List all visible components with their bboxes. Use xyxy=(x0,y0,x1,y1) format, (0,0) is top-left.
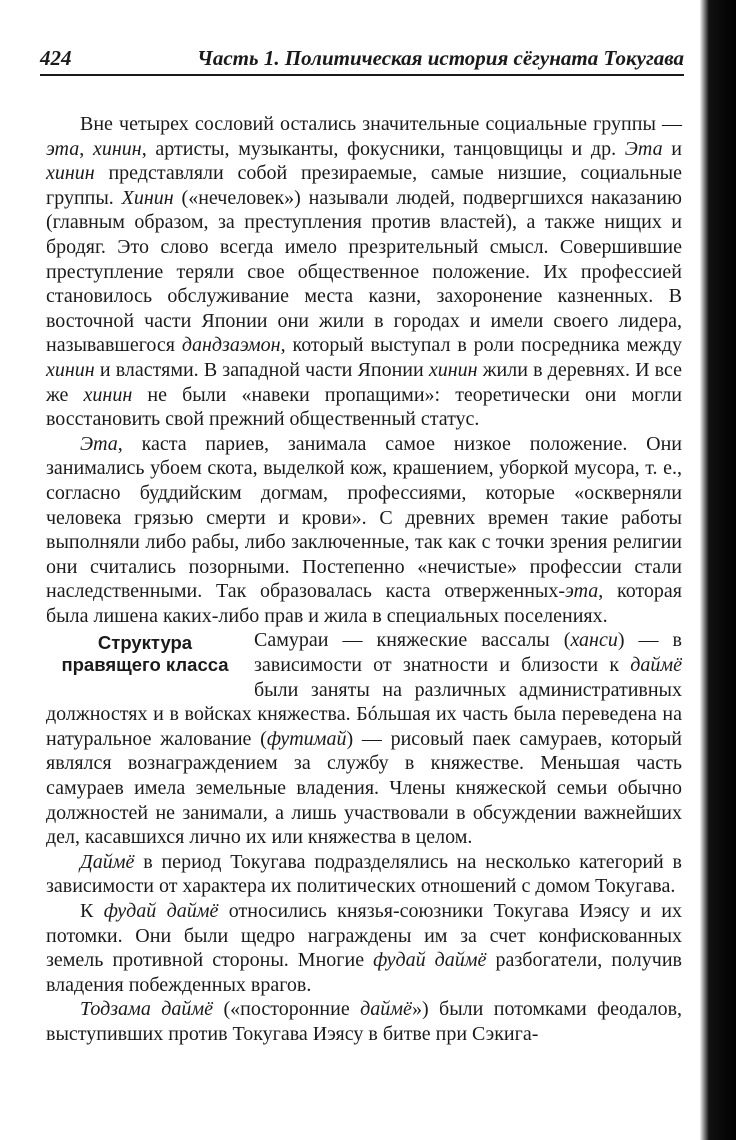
italic-term: хинин xyxy=(428,358,478,381)
text-run: ) — рисовый паек самураев, который являлся вознаграждением за службу в княжестве. Меньшая часть самураев имела земельные владения. Члены княжеской семьи обычно должностей не занимали, а лишь участвовали в обсуждении важнейших дел, касавшихся лично их или княжества в целом. xyxy=(46,727,682,849)
page-header xyxy=(40,46,684,74)
text-run: в период Токугава подразделялись на несколько категорий в зависимости от характера их политических отношений с домом Токугава. xyxy=(46,850,682,898)
text-run: , xyxy=(79,137,93,160)
italic-term: Эта xyxy=(624,137,663,160)
text-run: разбогатели, получив владения побежденных врагов. xyxy=(46,949,682,996)
text-run: К xyxy=(80,900,104,922)
italic-term: хинин xyxy=(46,162,95,185)
italic-term: хинин xyxy=(83,383,133,406)
text-run: ») были потомками феодалов, выступивших против Токугава Иэясу в битве при Сэкига- xyxy=(46,998,683,1045)
page-number: 424 xyxy=(40,46,72,70)
text-run: , артисты, музыканты, фокусники, танцовщицы и др. xyxy=(141,137,625,160)
text-run: относились князья-союзники Токугава Иэясу и их потомки. Они были щедро награждены им за счет конфискованных земель противной стороны. Многие xyxy=(46,900,683,972)
italic-term: Даймё xyxy=(80,850,135,873)
italic-term: даймё xyxy=(360,998,412,1021)
page-body xyxy=(46,112,682,1047)
italic-term: Хинин xyxy=(121,186,174,209)
italic-term: ханси xyxy=(570,629,618,652)
header-rule xyxy=(40,74,684,76)
side-heading: Структура правящего класса xyxy=(61,632,229,676)
text-run: («нечеловек») называли людей, подвергшихся наказанию (главным образом, за преступления против властей), а также нищих и бродяг. Это слово всегда имело презрительный смысл. Совершившие преступление теряли свое общественное положение. Их профессией становилось обслуживание места казни, захоронение казненных. В восточной части Японии они жили в городах и имели своего лидера, называвшегося xyxy=(46,186,682,357)
italic-term: хинин xyxy=(92,137,142,160)
paragraph-4 xyxy=(46,850,682,899)
text-run: Самураи — княжеские вассалы ( xyxy=(254,629,571,652)
italic-term: фудай даймё xyxy=(103,900,219,922)
text-run: и властями. В западной части Японии xyxy=(94,358,429,381)
italic-term: футимай xyxy=(266,727,347,750)
scan-dark-edge xyxy=(700,0,736,1140)
italic-term: хинин xyxy=(46,358,95,381)
text-run: и xyxy=(662,137,682,160)
text-run: были заняты на различных административных должностях и в войсках княжества. Бóльшая их часть была переведена на натуральное жалование ( xyxy=(46,678,682,750)
paragraph-6 xyxy=(46,997,682,1046)
italic-term: фудай даймё xyxy=(373,949,487,972)
text-run: жили в деревнях. И все же xyxy=(46,358,682,406)
italic-term: Эта xyxy=(80,432,118,455)
text-run: , который выступал в роли посредника между xyxy=(280,334,682,357)
italic-term: дандзаэмон xyxy=(181,334,281,357)
italic-term: даймё xyxy=(630,654,682,677)
text-run: , которая была лишена каких-либо прав и жила в специальных поселениях. xyxy=(46,580,682,627)
paragraph-1 xyxy=(46,112,682,432)
text-run: представляли собой презираемые, самые низшие, социальные группы. xyxy=(46,162,682,209)
text-run: («посторонние xyxy=(213,998,361,1021)
italic-term: эта xyxy=(46,137,80,160)
italic-term: эта xyxy=(565,580,599,603)
paragraph-2 xyxy=(46,432,682,629)
italic-term: Тодзама даймё xyxy=(80,998,214,1021)
text-run: не были «навеки пропащими»: теоретически они могли восстановить свой прежний общественный статус. xyxy=(46,383,683,431)
paragraph-5 xyxy=(46,899,682,997)
text-run: , каста париев, занимала самое низкое положение. Они занимались убоем скота, выделкой кож, крашением, уборкой мусора, т. е., согласно буддийским догмам, профессиями, которые «оскверняли человека грязью смерти и крови». С древних времен такие работы выполняли либо рабы, либо заключенные, так как с точки зрения религии они считались позорными. Постепенно «нечистые» профессии стали наследственными. Так образовалась каста отверженных- xyxy=(46,432,682,603)
text-run: Вне четырех сословий остались значительные социальные группы — xyxy=(80,113,682,135)
text-run: ) — в зависимости от знатности и близости к xyxy=(254,629,682,677)
running-title: Часть 1. Политическая история сёгуната Токугава xyxy=(197,46,684,70)
